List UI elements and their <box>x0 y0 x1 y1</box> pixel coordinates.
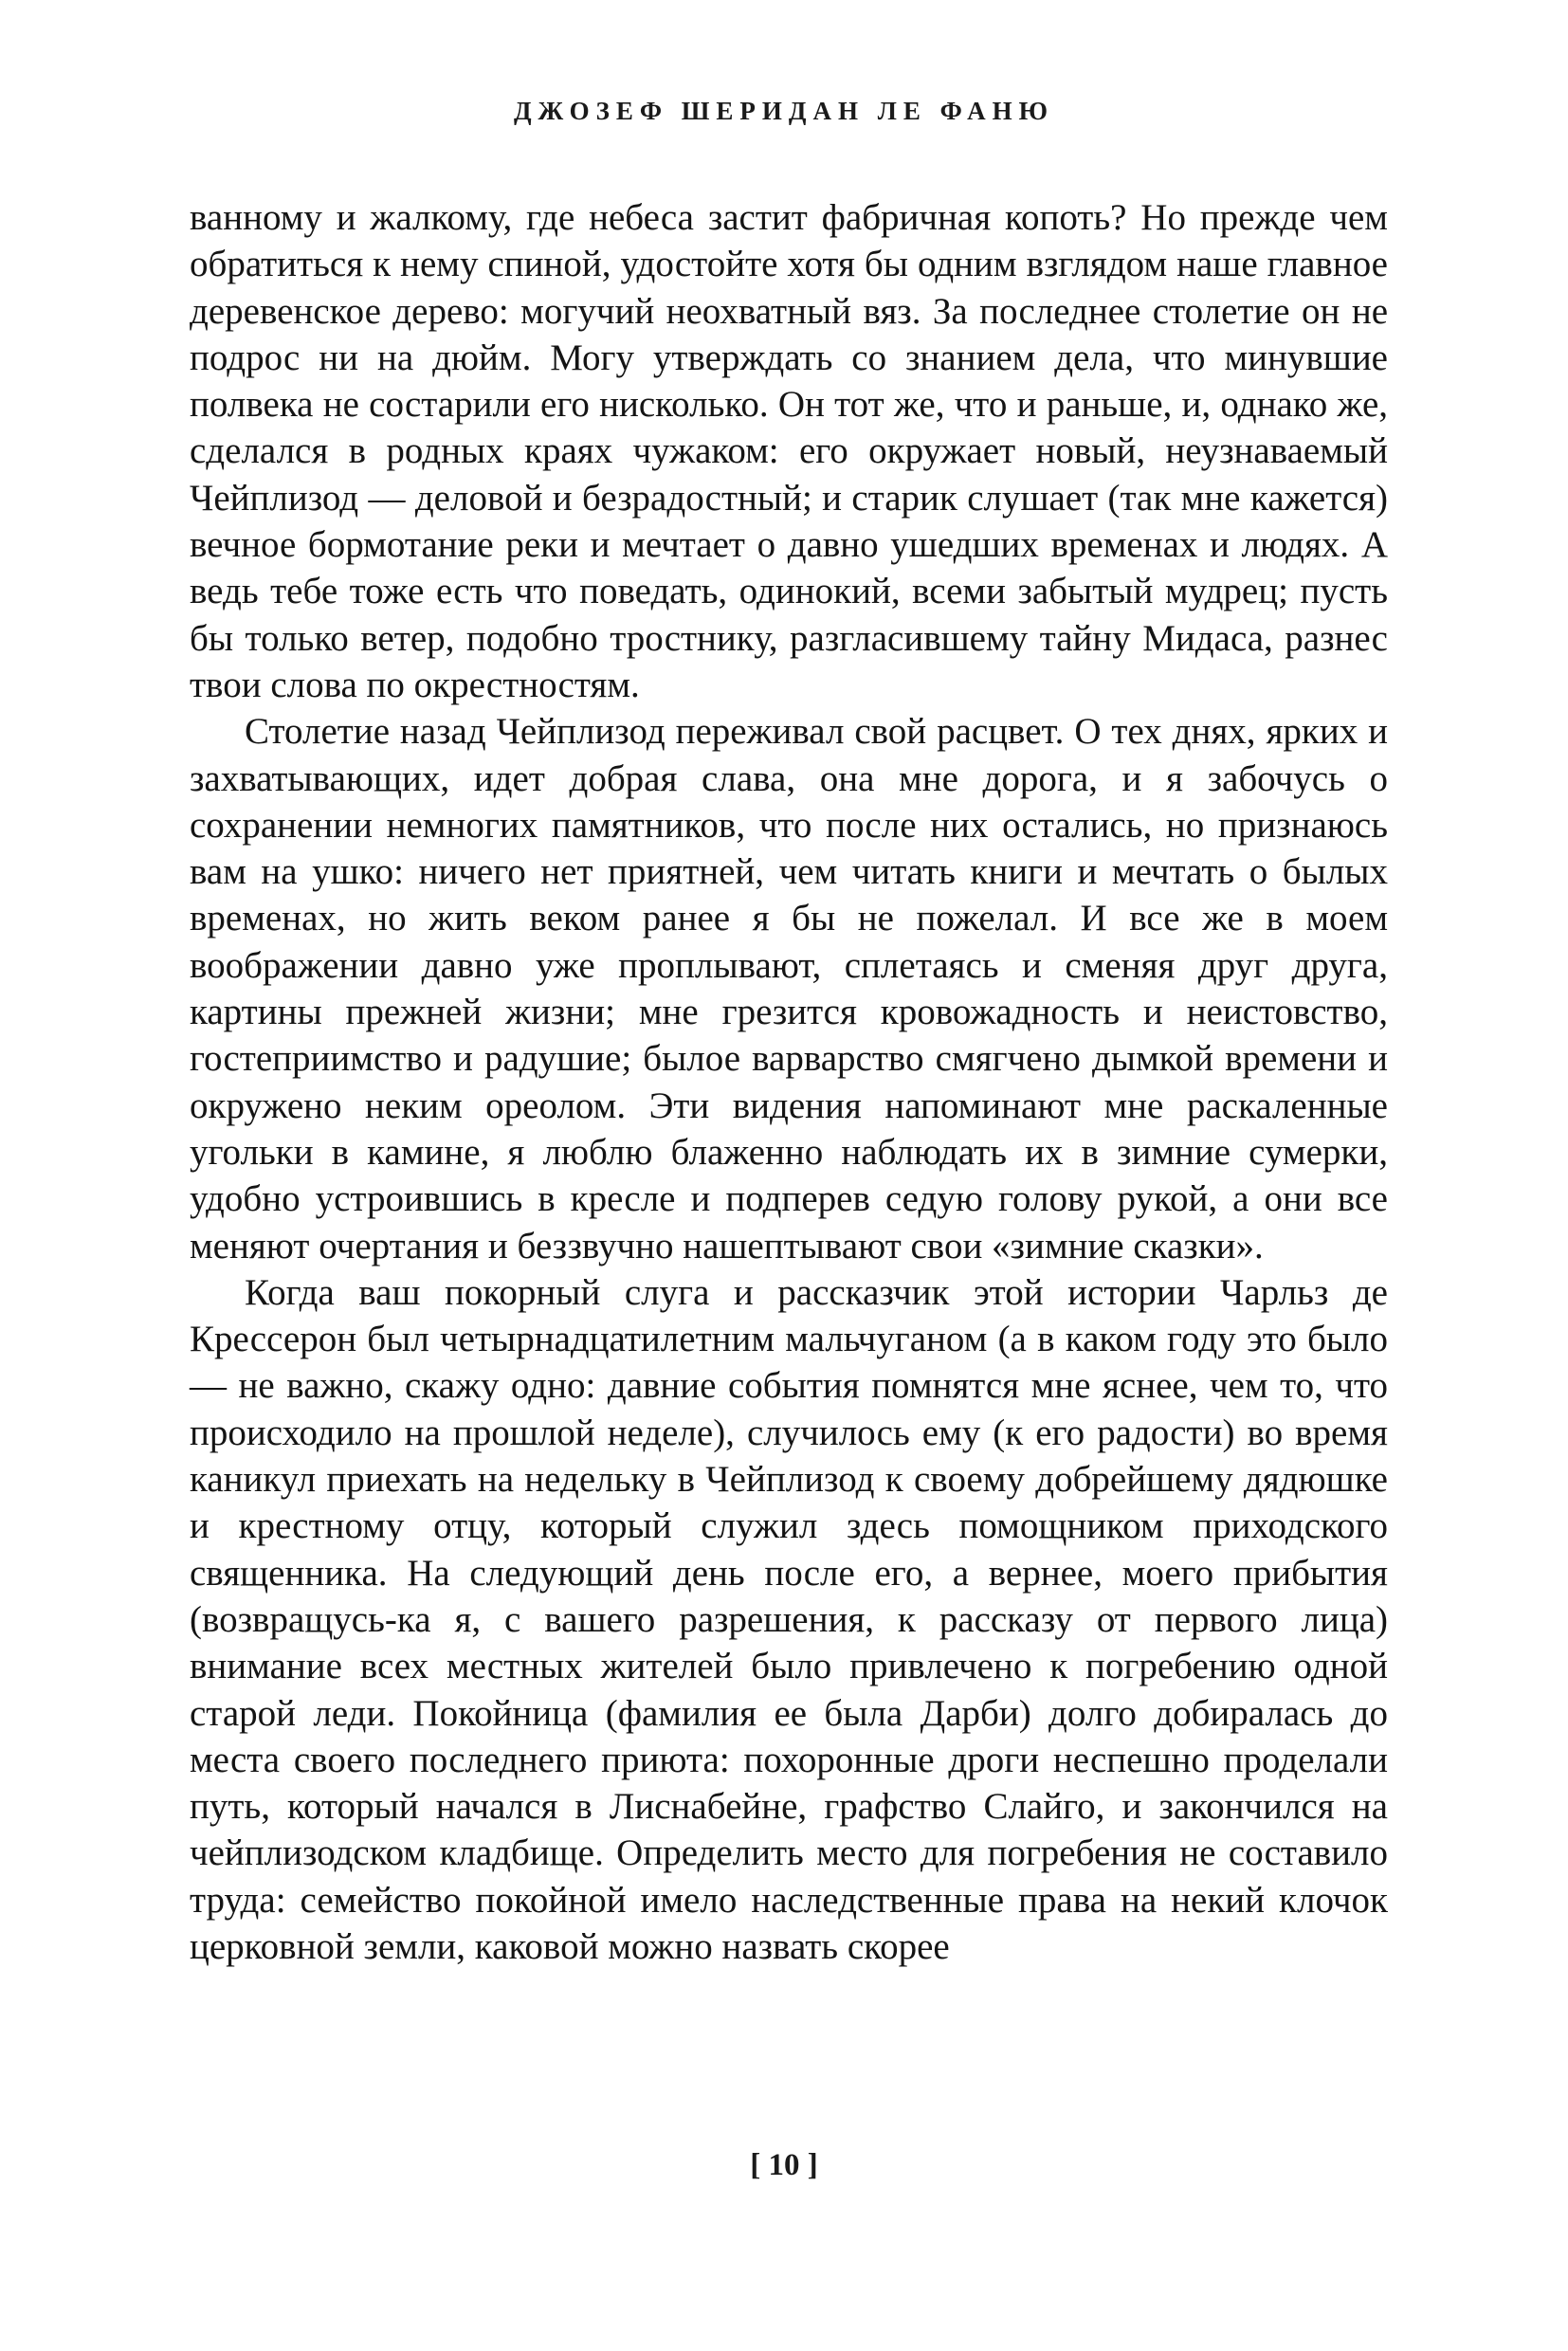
paragraph-3: Когда ваш покорный слуга и рассказчик этой истории Чарльз де Крессерон был четырнадцатилетним мальчуганом (а в каком году это было — не важно, скажу одно: давние события помнятся мне яснее, чем то, что происходило на прошлой неделе), случилось ему (к его радости) во время каникул приехать на недельку в Чейплизод к своему добрейшему дядюшке и крестному отцу, который служил здесь помощником приходского священника. На следующий день после его, а вернее, моего прибытия (возвращусь-ка я, с вашего разрешения, к рассказу от первого лица) внимание всех местных жителей было привлечено к погребению одной старой леди. Покойница (фамилия ее была Дарби) долго добиралась до места своего последнего приюта: похоронные дроги неспешно проделали путь, который начался в Лиснабейне, графство Слайго, и закончился на чейплизодском кладбище. Определить место для погребения не составило труда: семейство покойной имело наследственные права на некий клочок церковной земли, каковой можно назвать скорее <box>190 1271 1388 1967</box>
page-number: [ 10 ] <box>750 2148 818 2182</box>
paragraph-1: ванному и жалкому, где небеса застит фабричная копоть? Но прежде чем обратиться к нему спиной, удостойте хотя бы одним взглядом наше главное деревенское дерево: могучий неохватный вяз. За последнее столетие он не подрос ни на дюйм. Могу утверждать со знанием дела, что минувшие полвека не состарили его нисколько. Он тот же, что и раньше, и, однако же, сделался в родных краях чужаком: его окружает новый, неузнаваемый Чейплизод — деловой и безрадостный; и старик слушает (так мне кажется) вечное бормотание реки и мечтает о давно ушедших временах и людях. А ведь тебе тоже есть что поведать, одинокий, всеми забытый мудрец; пусть бы только ветер, подобно тростнику, разгласившему тайну Мидаса, разнес твои слова по окрестностям. <box>190 197 1388 705</box>
paragraph-2: Столетие назад Чейплизод переживал свой расцвет. О тех днях, ярких и захватывающих, идет добрая слава, она мне дорога, и я забочусь о сохранении немногих памятников, что после них остались, но признаюсь вам на ушко: ничего нет приятней, чем читать книги и мечтать о былых временах, но жить веком ранее я бы не пожелал. И все же в моем воображении давно уже проплывают, сплетаясь и сменяя друг друга, картины прежней жизни; мне грезится кровожадность и неистовство, гостеприимство и радушие; былое варварство смягчено дымкой времени и окружено неким ореолом. Эти видения напоминают мне раскаленные угольки в камине, я люблю блаженно наблюдать их в зимние сумерки, удобно устроившись в кресле и подперев седую голову рукой, а они все меняют очертания и беззвучно нашептывают свои «зимние сказки». <box>190 711 1388 1267</box>
body-text <box>190 194 1388 1970</box>
running-head: ДЖОЗЕФ ШЕРИДАН ЛЕ ФАНЮ <box>513 97 1055 125</box>
